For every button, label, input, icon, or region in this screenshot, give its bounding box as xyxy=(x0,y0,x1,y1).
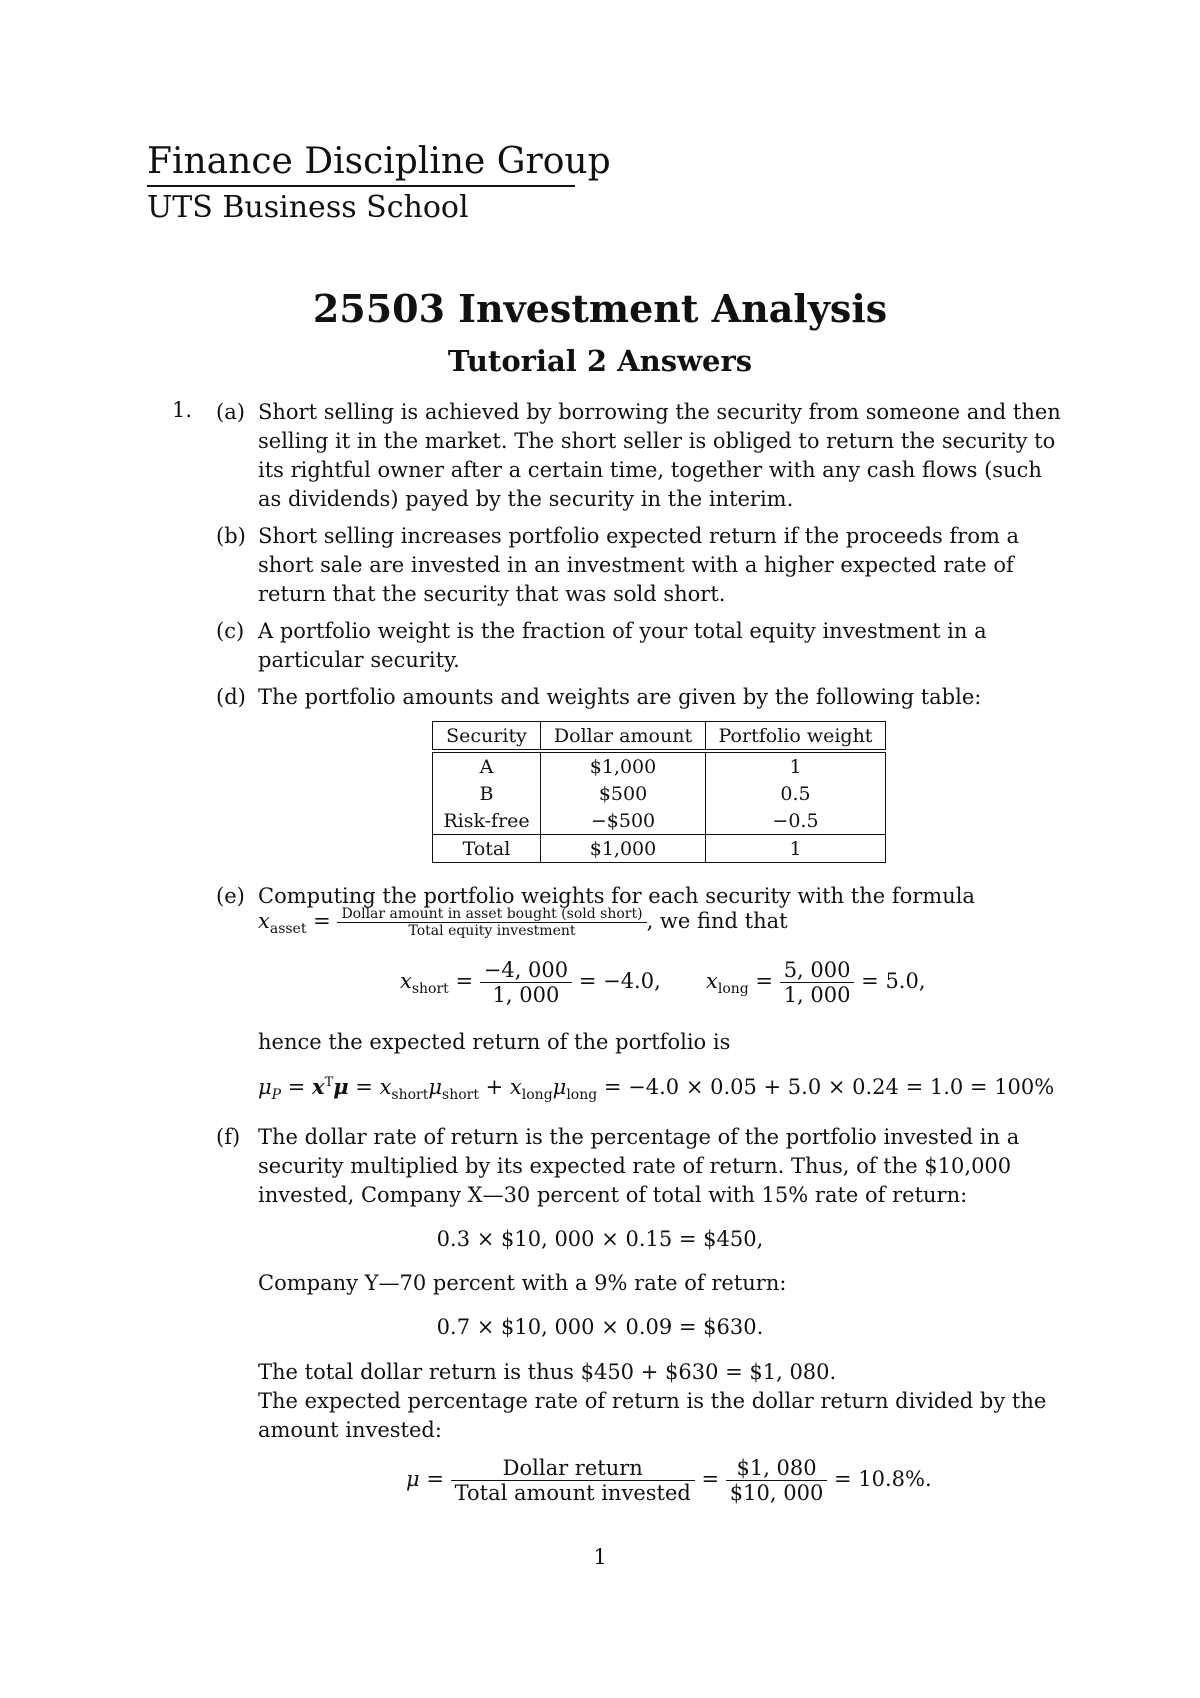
part-c xyxy=(216,617,1068,675)
company-x-equation: 0.3 × $10, 000 × 0.15 = $450, xyxy=(436,1227,764,1251)
part-c-text: A portfolio weight is the fraction of your total equity investment in a particular security. xyxy=(258,619,987,672)
x-short-denominator: 1, 000 xyxy=(492,983,560,1007)
mu-value-denominator: $10, 000 xyxy=(729,1481,824,1505)
mu-value-numerator: $1, 080 xyxy=(726,1456,828,1481)
table-row xyxy=(433,807,886,835)
question-number: 1. xyxy=(172,398,193,422)
mu-value-fraction xyxy=(726,1456,828,1505)
mu-fraction xyxy=(451,1456,695,1505)
company-y-equation: 0.7 × $10, 000 × 0.09 = $630. xyxy=(436,1315,764,1339)
x-long-equation: $x_{long}$ = $\frac{5, 000}{1, 000}$ = 5.0, xyxy=(706,958,926,1007)
tutorial-subtitle: Tutorial 2 Answers xyxy=(447,344,753,378)
part-e-label: (e) xyxy=(216,884,245,908)
part-d-text: The portfolio amounts and weights are given by the following table: xyxy=(258,685,982,709)
department-name: Finance Discipline Group xyxy=(147,140,575,187)
mu-result: = 10.8%. xyxy=(834,1467,932,1491)
table-cell: 1 xyxy=(706,835,886,863)
total-return-text: The total dollar return is thus $450 + $630 = $1, 080. xyxy=(258,1360,837,1384)
part-a-text: Short selling is achieved by borrowing the security from someone and then selling it in the market. The short seller is obliged to return the security to its rightful owner after a certain time, together with any cash flows (such as dividends) payed by the security in the interim. xyxy=(258,400,1061,511)
table-header: Portfolio weight xyxy=(706,722,886,752)
table-cell: 0.5 xyxy=(706,780,886,807)
part-a-label: (a) xyxy=(216,400,245,424)
part-b-label: (b) xyxy=(216,524,246,548)
table-cell: Risk-free xyxy=(433,807,541,835)
table-cell: −0.5 xyxy=(706,807,886,835)
part-b xyxy=(216,522,1068,609)
part-f-label: (f) xyxy=(216,1125,241,1149)
formula-variable: x xyxy=(258,909,270,933)
part-d xyxy=(216,683,1068,712)
x-short-fraction xyxy=(480,958,572,1007)
table-cell: 1 xyxy=(706,751,886,780)
x-long-result: = 5.0, xyxy=(861,969,926,993)
table-cell: $1,000 xyxy=(541,835,706,863)
x-long-denominator: 1, 000 xyxy=(783,983,851,1007)
table-cell: $500 xyxy=(541,780,706,807)
formula-fraction xyxy=(337,906,646,939)
mu-denominator: Total amount invested xyxy=(454,1481,691,1505)
weight-formula: $x_{asset}$ = $\frac{\text{Dollar amount in asset bought (sold short)}}{\text{Total equity investment}}$ , we find that xyxy=(258,906,788,939)
part-c-label: (c) xyxy=(216,619,245,643)
x-short-equation: $x_{short}$ = $\frac{-4, 000}{1, 000}$ = −4.0, xyxy=(400,958,661,1007)
formula-tail: , we find that xyxy=(646,909,788,933)
expected-return-value: = −4.0 × 0.05 + 5.0 × 0.24 = 1.0 = 100% xyxy=(603,1075,1055,1099)
page-number: 1 xyxy=(593,1545,607,1569)
formula-numerator: Dollar amount in asset bought (sold short) xyxy=(337,906,646,923)
table-cell: A xyxy=(433,751,541,780)
x-long-numerator: 5, 000 xyxy=(780,958,855,983)
table-row xyxy=(433,780,886,807)
part-a xyxy=(216,398,1068,514)
mu-equation: μ = $\frac{\text{Dollar return}}{\text{Total amount invested}}$ = $\frac{\$1, 080}{\$10, 000}$ = 10.8%. xyxy=(406,1456,932,1505)
course-title: 25503 Investment Analysis xyxy=(312,286,888,331)
table-cell: Total xyxy=(433,835,541,863)
company-y-text: Company Y—70 percent with a 9% rate of return: xyxy=(258,1271,787,1295)
table-cell: −$500 xyxy=(541,807,706,835)
formula-subscript: asset xyxy=(269,921,307,938)
part-e-text: Computing the portfolio weights for each security with the formula xyxy=(258,884,975,908)
expected-rate-text xyxy=(258,1387,1068,1445)
table-cell: $1,000 xyxy=(541,751,706,780)
table-header: Security xyxy=(433,722,541,752)
table-total-row xyxy=(433,835,886,863)
table-cell: B xyxy=(433,780,541,807)
school-name: UTS Business School xyxy=(147,190,469,225)
table-header: Dollar amount xyxy=(541,722,706,752)
table-header-row xyxy=(433,722,886,752)
part-d-label: (d) xyxy=(216,685,246,709)
formula-denominator: Total equity investment xyxy=(408,923,576,939)
part-b-text: Short selling increases portfolio expected return if the proceeds from a short sale are invested in an investment with a higher expected rate of return that the security that was sold short. xyxy=(258,524,1020,606)
x-short-numerator: −4, 000 xyxy=(480,958,572,983)
portfolio-table xyxy=(432,721,886,863)
mu-numerator: Dollar return xyxy=(451,1456,695,1481)
x-long-fraction xyxy=(780,958,855,1007)
x-short-result: = −4.0, xyxy=(578,969,661,993)
part-f xyxy=(216,1123,1068,1210)
expected-rate-sentence: The expected percentage rate of return is the dollar return divided by the amount invested: xyxy=(258,1389,1047,1442)
expected-return-equation: $\mu_P = x^T\mu = x_{short}\mu_{short} + x_{long}\mu_{long} = -4.0 \times 0.05 + 5.0 \times 0.24 = 1.0 = 100\%$ xyxy=(258,1074,1055,1104)
table-row xyxy=(433,751,886,780)
part-f-text: The dollar rate of return is the percentage of the portfolio invested in a security multiplied by its expected rate of return. Thus, of the $10,000 invested, Company X—30 percent of total with 15% rate of return: xyxy=(258,1125,1020,1207)
hence-text: hence the expected return of the portfolio is xyxy=(258,1030,731,1054)
